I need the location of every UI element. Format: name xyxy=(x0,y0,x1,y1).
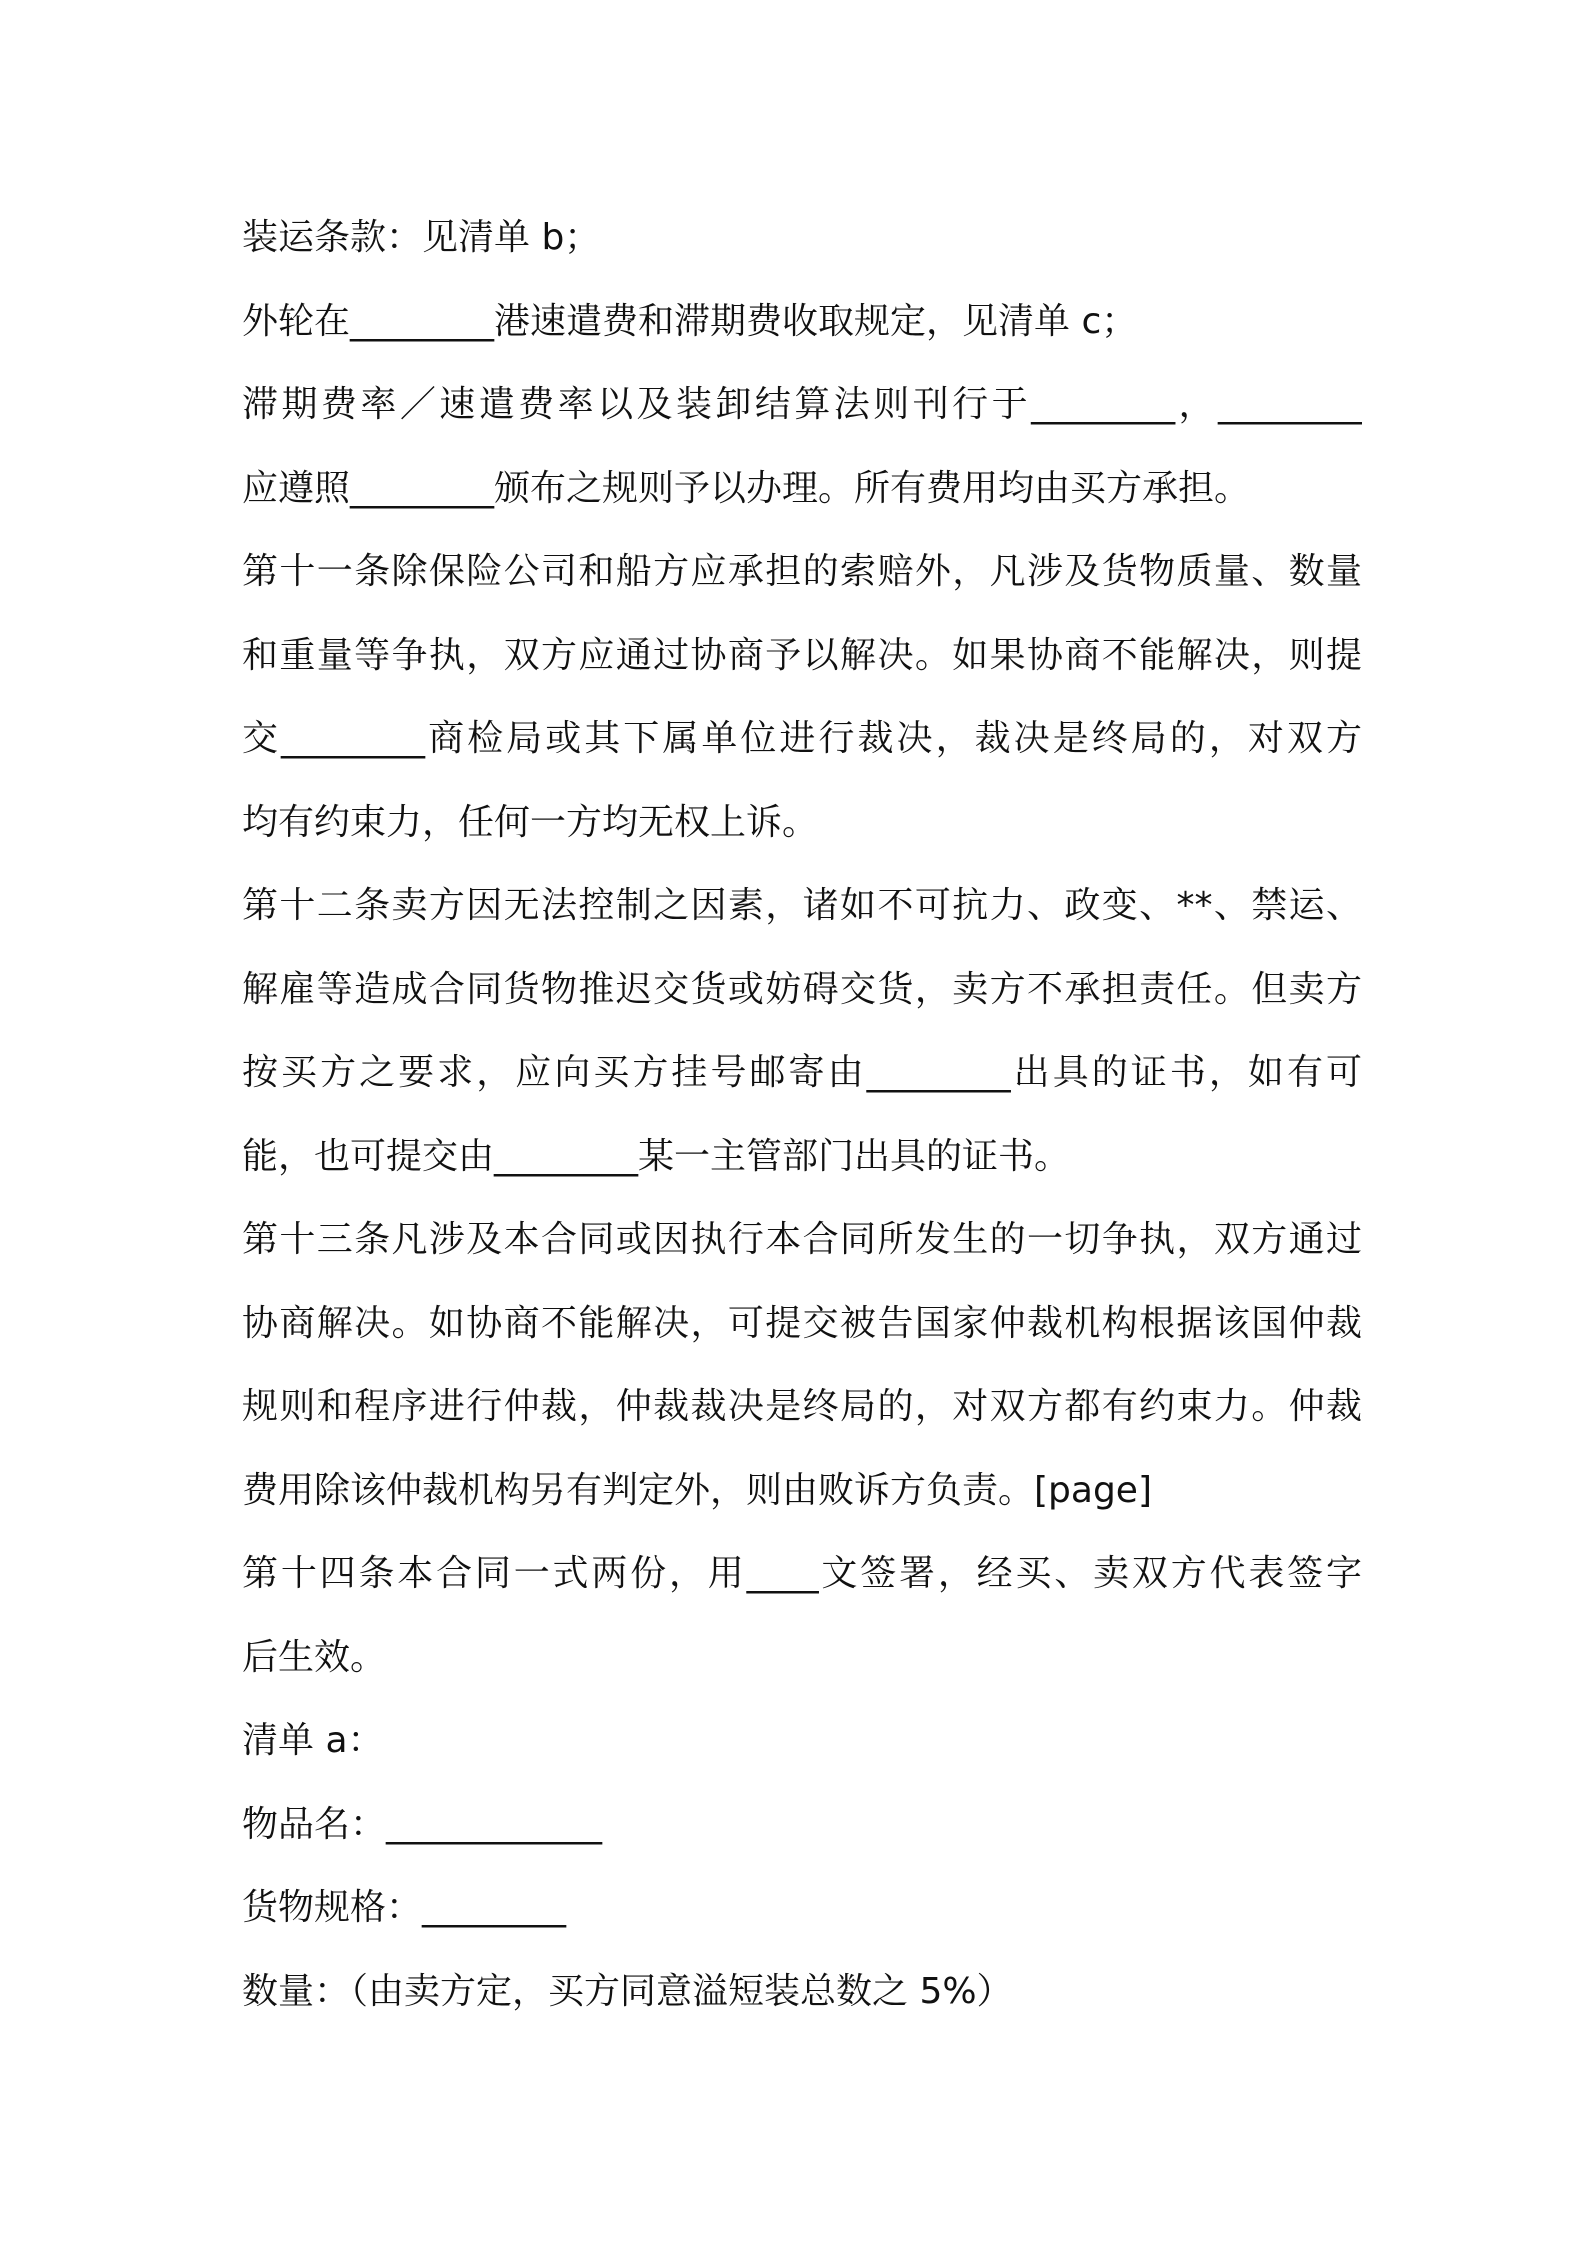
text-line: 后生效。 xyxy=(242,1636,387,1678)
document-body xyxy=(242,196,1362,2033)
text-line: 物品名：____________ xyxy=(242,1803,603,1845)
text-line: 数量：（由卖方定，买方同意溢短装总数之 5%） xyxy=(242,1970,1013,2012)
text-line: 第十三条凡涉及本合同或因执行本合同所发生的一切争执，双方通过 xyxy=(242,1219,1362,1260)
text-line: 能，也可提交由________某一主管部门出具的证书。 xyxy=(242,1135,1071,1177)
text-line: 协商解决。如协商不能解决，可提交被告国家仲裁机构根据该国仲裁 xyxy=(242,1302,1362,1344)
text-line: 清单 a： xyxy=(242,1720,384,1761)
text-line: 外轮在________港速遣费和滞期费收取规定，见清单 c； xyxy=(242,300,1138,342)
text-line: 规则和程序进行仲裁，仲裁裁决是终局的，对双方都有约束力。仲裁 xyxy=(242,1386,1362,1427)
text-line: 交________商检局或其下属单位进行裁决，裁决是终局的，对双方 xyxy=(242,718,1362,759)
text-line: 均有约束力，任何一方均无权上诉。 xyxy=(242,801,819,843)
text-line: 解雇等造成合同货物推迟交货或妨碍交货，卖方不承担责任。但卖方 xyxy=(242,968,1362,1010)
text-line: 第十一条除保险公司和船方应承担的索赔外，凡涉及货物质量、数量 xyxy=(242,551,1362,592)
text-line: 货物规格：________ xyxy=(242,1887,567,1928)
text-line: 按买方之要求，应向买方挂号邮寄由________出具的证书，如有可 xyxy=(242,1052,1362,1093)
text-line: 第十二条卖方因无法控制之因素，诸如不可抗力、政变、**、禁运、 xyxy=(242,885,1362,926)
text-line: 第十四条本合同一式两份，用____文签署，经买、卖双方代表签字 xyxy=(242,1553,1362,1594)
text-line: 装运条款：见清单 b； xyxy=(242,217,601,258)
text-line: 费用除该仲裁机构另有判定外，则由败诉方负责。[page] xyxy=(242,1469,1153,1511)
text-line: 应遵照________颁布之规则予以办理。所有费用均由买方承担。 xyxy=(242,467,1251,509)
text-line: 滞期费率／速遣费率以及装卸结算法则刊行于________，________ xyxy=(242,384,1362,425)
text-line: 和重量等争执，双方应通过协商予以解决。如果协商不能解决，则提 xyxy=(242,634,1362,676)
